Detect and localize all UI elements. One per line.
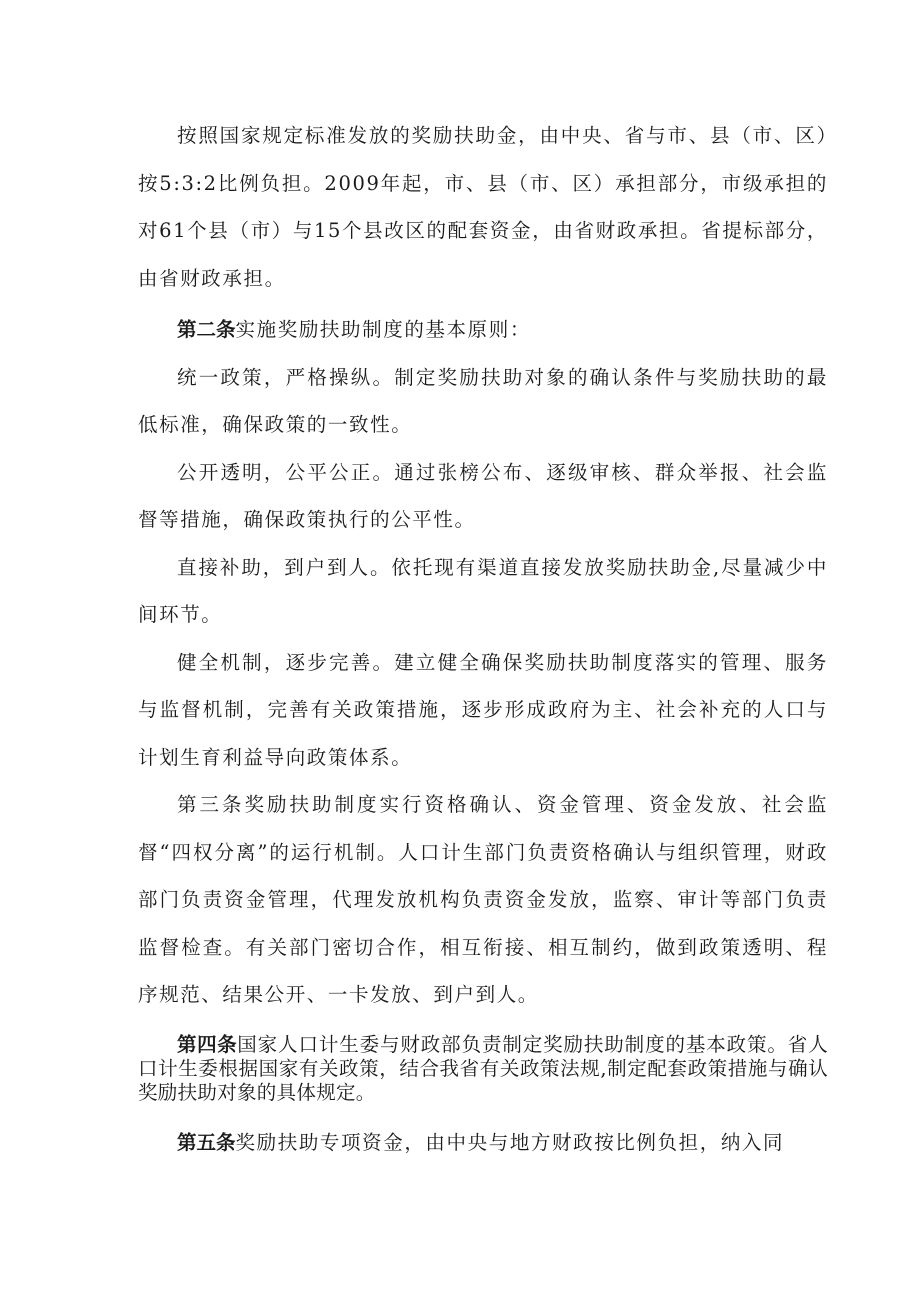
document-page bbox=[138, 112, 828, 1166]
paragraph-text: 公开透明，公平公正。通过张榜公布、逐级审核、群众举报、社会监督等措施，确保政策执行的公平性。 bbox=[138, 460, 828, 531]
paragraph-principle-direct bbox=[138, 544, 828, 639]
paragraph-text: 健全机制，逐步完善。建立健全确保奖励扶助制度落实的管理、服务与监督机制，完善有关政策措施，逐步形成政府为主、社会补充的人口与计划生育利益导向政策体系。 bbox=[138, 650, 828, 769]
paragraph-article-5 bbox=[138, 1119, 828, 1167]
paragraph-text: 国家人口计生委与财政部负责制定奖励扶助制度的基本政策。省人口计生委根据国家有关政策，结合我省有关政策法规,制定配套政策措施与确认奖励扶助对象的具体规定。 bbox=[138, 1032, 828, 1104]
paragraph-text: 统一政策，严格操纵。制定奖励扶助对象的确认条件与奖励扶助的最低标准，确保政策的一致性。 bbox=[138, 365, 828, 436]
paragraph-text: 按照国家规定标准发放的奖励扶助金，由中央、省与市、县（市、区）按5:3:2比例负担。2009年起，市、县（市、区）承担部分，市级承担的对61个县（市）与15个县改区的配套资金，由省财政承担。省提标部分，由省财政承担。 bbox=[138, 124, 828, 290]
article-lead: 第五条 bbox=[177, 1130, 236, 1154]
paragraph-text: 实施奖励扶助制度的基本原则： bbox=[235, 318, 531, 341]
paragraph-article-2 bbox=[138, 306, 828, 354]
article-lead: 第二条 bbox=[177, 318, 236, 341]
paragraph-funding-ratio bbox=[138, 112, 828, 302]
paragraph-principle-mechanism bbox=[138, 639, 828, 782]
paragraph-text: 奖励扶助专项资金，由中央与地方财政按比例负担，纳入同 bbox=[235, 1130, 785, 1154]
paragraph-text: 第三条奖励扶助制度实行资格确认、资金管理、资金发放、社会监督“四权分离”的运行机制。人口计生部门负责资格确认与组织管理，财政部门负责资金管理，代理发放机构负责资金发放，监察、审计等部门负责监督检查。有关部门密切合作，相互衔接、相互制约，做到政策透明、程序规范、结果公开、一卡发放、到户到人。 bbox=[138, 793, 828, 1006]
article-lead: 第四条 bbox=[177, 1032, 238, 1056]
paragraph-article-4 bbox=[138, 1033, 828, 1105]
paragraph-article-3 bbox=[138, 781, 828, 1019]
paragraph-text: 直接补助，到户到人。依托现有渠道直接发放奖励扶助金,尽量减少中间环节。 bbox=[138, 555, 828, 626]
paragraph-principle-transparent bbox=[138, 449, 828, 544]
paragraph-principle-unified bbox=[138, 354, 828, 449]
